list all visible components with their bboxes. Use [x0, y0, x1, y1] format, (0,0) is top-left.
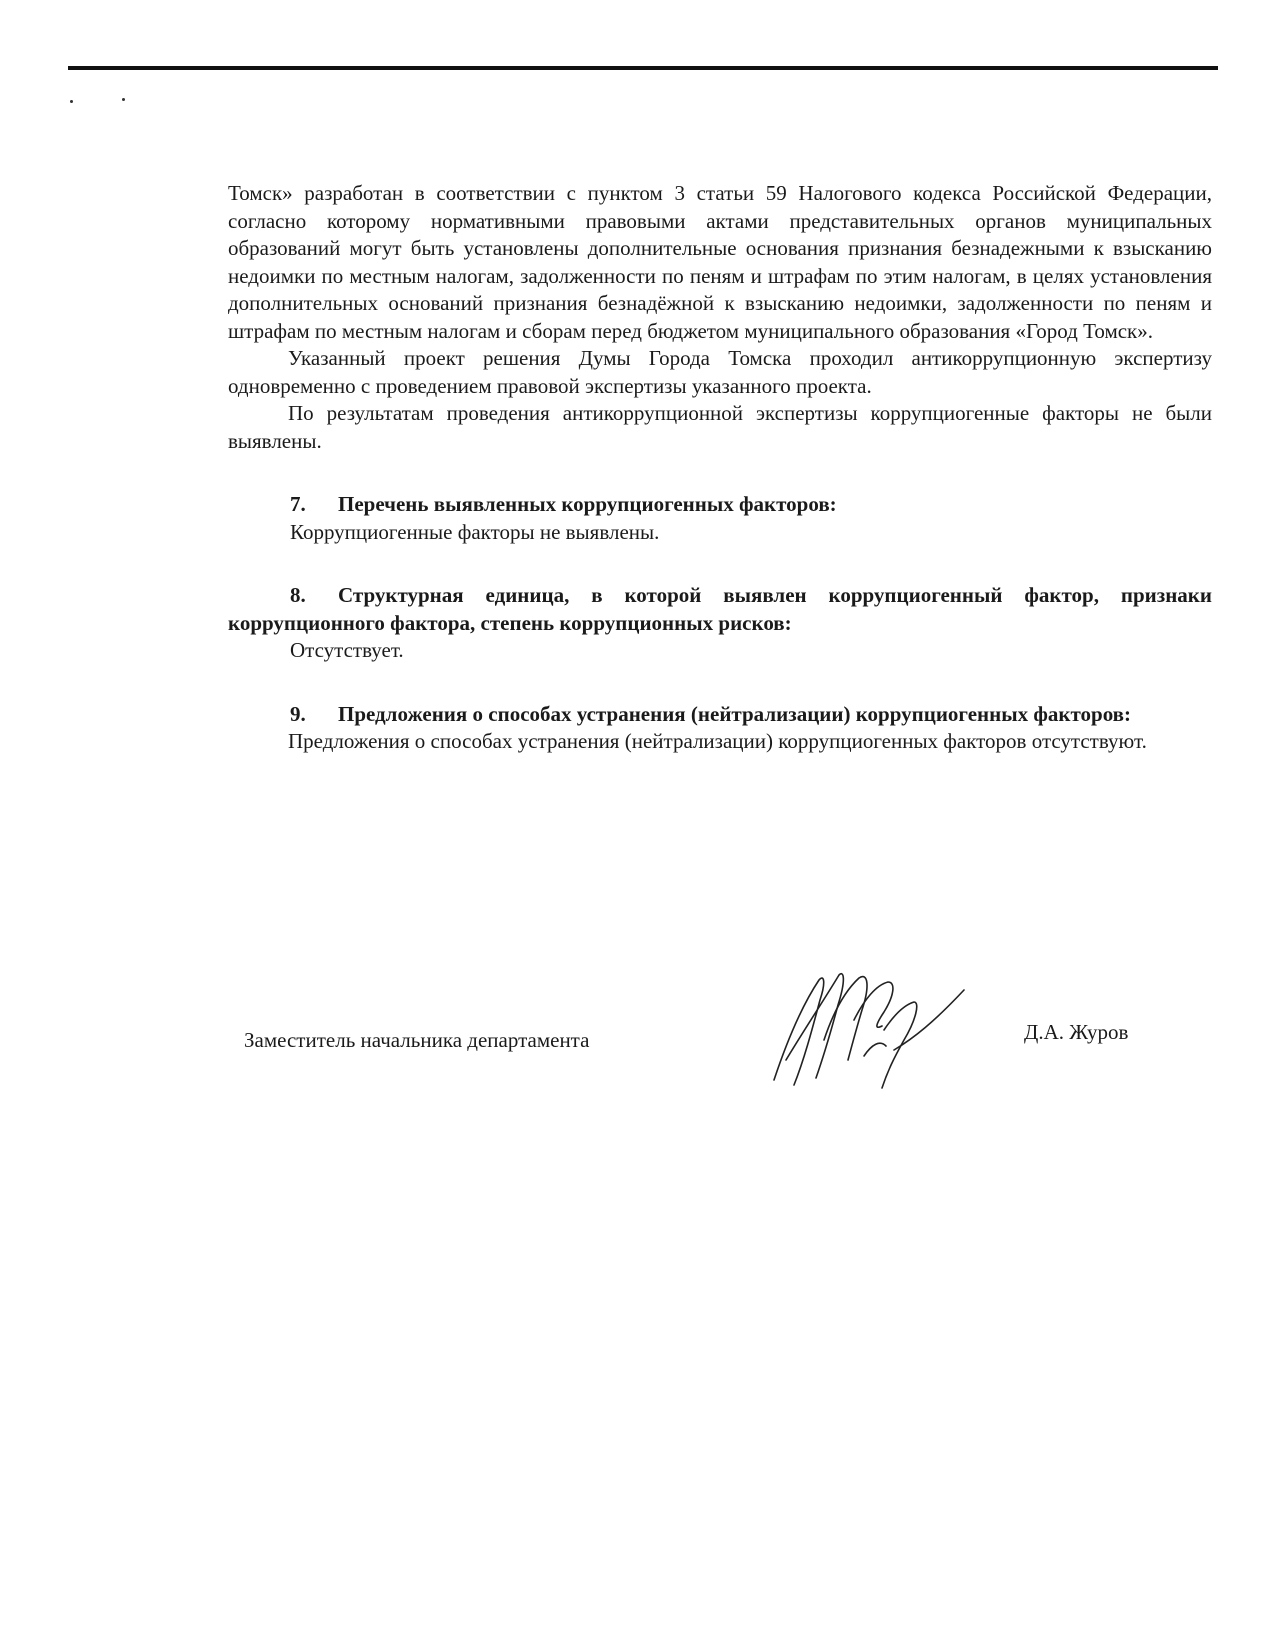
section-9-body: Предложения о способах устранения (нейтрализации) коррупциогенных факторов отсутствуют.	[288, 729, 1147, 753]
section-7-heading	[228, 491, 1212, 519]
section-7-number: 7.	[290, 492, 306, 516]
paragraph-project-basis: Томск» разработан в соответствии с пунктом 3 статьи 59 Налогового кодекса Российской Федерации, согласно которому нормативными правовыми актами представительных органов муниципальных образований могут быть установлены дополнительные основания признания безнадежными к взысканию недоимки по местным налогам, задолженности по пеням и штрафам по этим налогам, в целях установления дополнительных оснований признания безнадёжной к взысканию недоимки, задолженности по пеням и штрафам по местным налогам и сборам перед бюджетом муниципального образования «Город Томск».	[228, 181, 1212, 343]
section-9-title: Предложения о способах устранения (нейтрализации) коррупциогенных факторов:	[338, 701, 1132, 726]
signatory-name: Д.А. Журов	[1024, 1020, 1129, 1044]
section-8-body: Отсутствует.	[290, 638, 404, 662]
signatory-role: Заместитель начальника департамента	[244, 1028, 590, 1052]
scan-speck	[122, 98, 125, 101]
section-8-number: 8.	[290, 583, 306, 607]
handwritten-signature-icon	[764, 960, 984, 1100]
paragraph-expertise: Указанный проект решения Думы Города Томска проходил антикоррупционную экспертизу одновременно с проведением правовой экспертизы указанного проекта.	[228, 346, 1212, 398]
section-8-heading	[228, 582, 1212, 637]
header-rule	[68, 66, 1218, 70]
section-8-title: Структурная единица, в которой выявлен коррупциогенный фактор, признаки коррупционного фактора, степень коррупционных рисков:	[228, 583, 1212, 635]
section-9-heading	[228, 701, 1212, 729]
section-7-title: Перечень выявленных коррупциогенных факторов:	[338, 492, 837, 516]
signature-block	[244, 1020, 1174, 1100]
document-body	[228, 180, 1212, 756]
section-7-body: Коррупциогенные факторы не выявлены.	[290, 519, 660, 544]
paragraph-results: По результатам проведения антикоррупционной экспертизы коррупциогенные факторы не были выявлены.	[228, 401, 1212, 453]
scan-speck	[70, 100, 73, 103]
section-9-number: 9.	[290, 701, 306, 726]
